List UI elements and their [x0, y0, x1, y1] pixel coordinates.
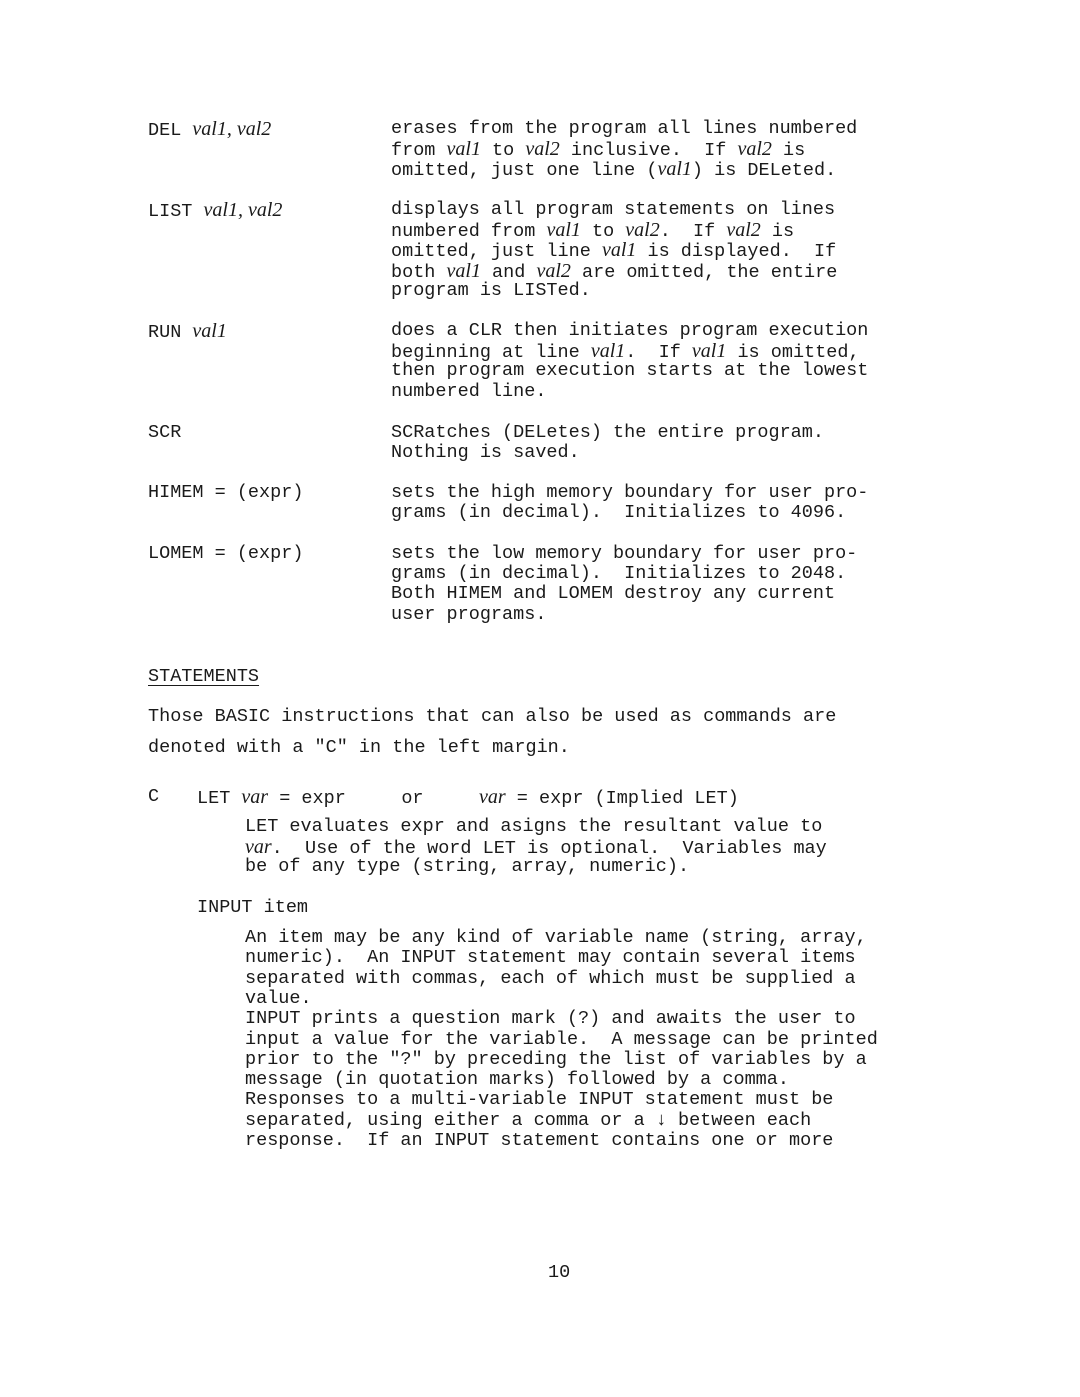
command-term: LIST val1, val2 [148, 199, 283, 222]
command-description-line: numbered from val1 to val2. If val2 is [391, 219, 795, 243]
input-description-line: separated, using either a comma or a ↓ between each [245, 1109, 812, 1131]
variable-name: var [241, 786, 269, 808]
command-description-line: SCRatches (DELetes) the entire program. [391, 422, 824, 443]
variable-name: val1 [546, 219, 581, 242]
variable-name: val2 [737, 138, 772, 161]
command-description-line: sets the low memory boundary for user pro- [391, 543, 858, 564]
input-description-line: response. If an INPUT statement contains one or more [245, 1130, 834, 1151]
command-description-line: does a CLR then initiates program execution [391, 320, 869, 341]
intro-line: Those BASIC instructions that can also be used as commands are [148, 706, 837, 727]
variable-name: var [479, 786, 506, 808]
let-statement-heading: LET var = expr or var = expr (Implied LET) [197, 786, 739, 809]
command-description-line: then program execution starts at the lowest [391, 360, 869, 382]
command-description-line: both val1 and val2 are omitted, the entire [391, 259, 838, 283]
input-description-line: input a value for the variable. A message can be printed [245, 1028, 878, 1050]
command-description-line: grams (in decimal). Initializes to 2048. [391, 563, 847, 585]
variable-name: val1 [590, 340, 626, 363]
input-description-line: INPUT prints a question mark (?) and awaits the user to [245, 1008, 856, 1030]
variable-name: var [245, 836, 272, 859]
let-description-line: var. Use of the word LET is optional. Variables may [245, 836, 827, 860]
command-description-line: user programs. [391, 603, 547, 625]
command-arguments: val1, val2 [203, 199, 283, 221]
section-heading-statements: STATEMENTS [148, 666, 260, 687]
command-term: RUN val1 [148, 320, 227, 343]
command-term: SCR [148, 422, 182, 443]
variable-name: val2 [726, 219, 761, 242]
command-description-line: omitted, just line val1 is displayed. If [391, 239, 837, 263]
variable-name: val1 [446, 259, 481, 282]
command-description-line: omitted, just one line (val1) is DELeted. [391, 158, 837, 182]
command-description-line: displays all program statements on lines [391, 199, 836, 220]
command-description-line: beginning at line val1. If val1 is omitted, [391, 340, 860, 364]
input-description-line: separated with commas, each of which must be supplied a [245, 967, 856, 989]
input-description-line: numeric). An INPUT statement may contain several items [245, 947, 856, 969]
command-description-line: from val1 to val2 inclusive. If val2 is [391, 138, 806, 162]
input-statement-heading: INPUT item [197, 897, 309, 918]
margin-marker-c: C [148, 786, 160, 807]
command-term: LOMEM = (expr) [148, 543, 304, 564]
input-description-line: Responses to a multi-variable INPUT statement must be [245, 1089, 834, 1111]
command-arguments: val1 [192, 320, 227, 342]
command-description-line: grams (in decimal). Initializes to 4096. [391, 502, 847, 524]
let-description-line: LET evaluates expr and asigns the resultant value to [245, 816, 823, 837]
variable-name: val2 [625, 219, 660, 242]
input-description-line: An item may be any kind of variable name (string, array, [245, 927, 867, 948]
intro-line: denoted with a "C" in the left margin. [148, 737, 570, 758]
command-arguments: val1, val2 [192, 118, 272, 140]
page-number: 10 [548, 1262, 571, 1283]
command-description-line: Both HIMEM and LOMEM destroy any current [391, 583, 836, 605]
variable-name: val2 [536, 259, 571, 282]
command-term: HIMEM = (expr) [148, 482, 304, 503]
command-description-line: erases from the program all lines numbered [391, 118, 858, 139]
variable-name: val1 [601, 239, 637, 262]
variable-name: val1 [657, 158, 692, 181]
variable-name: val1 [691, 340, 727, 363]
input-description-line: value. [245, 987, 312, 1009]
command-description-line: numbered line. [391, 380, 547, 402]
command-description-line: Nothing is saved. [391, 442, 580, 464]
command-description-line: sets the high memory boundary for user pro- [391, 482, 869, 503]
let-description-line: be of any type (string, array, numeric). [245, 856, 690, 878]
variable-name: val2 [525, 138, 560, 161]
input-description-line: message (in quotation marks) followed by a comma. [245, 1069, 789, 1091]
input-description-line: prior to the "?" by preceding the list of variables by a [245, 1048, 867, 1070]
command-term: DEL val1, val2 [148, 118, 272, 141]
variable-name: val1 [446, 138, 481, 161]
command-description-line: program is LISTed. [391, 279, 591, 301]
